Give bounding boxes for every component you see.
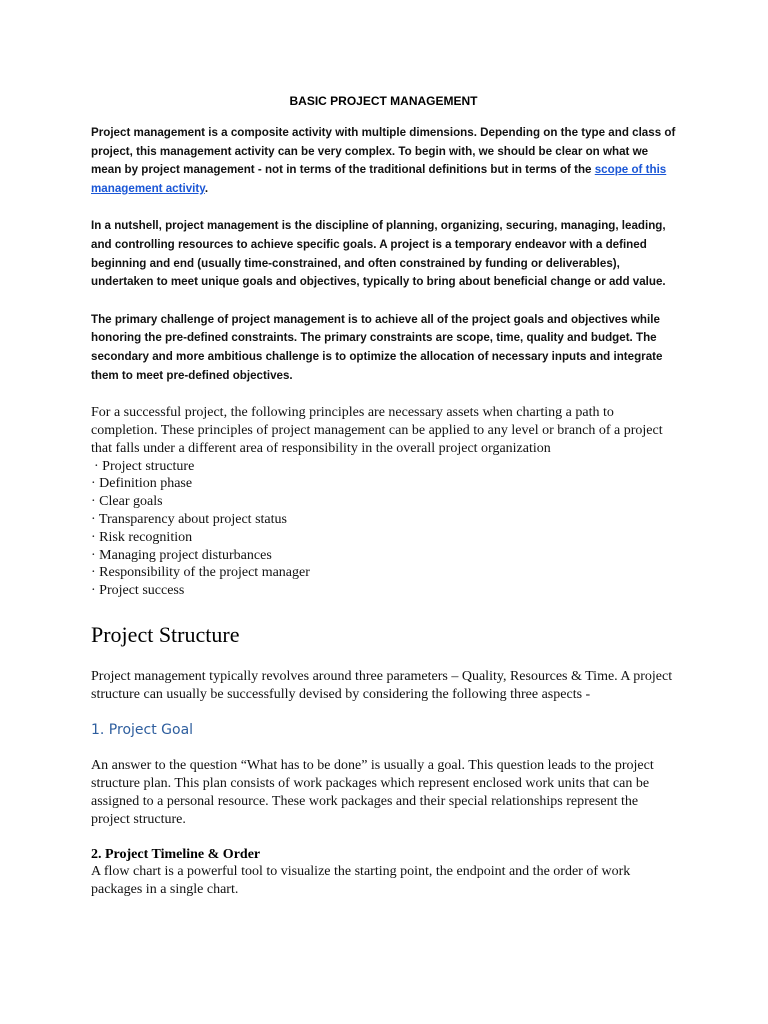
principle-item: · Responsibility of the project manager	[91, 565, 310, 581]
project-timeline-text: A flow chart is a powerful tool to visualize the starting point, the endpoint and the order of work packages in a single chart.	[91, 864, 631, 898]
project-goal-text: An answer to the question “What has to be done” is usually a goal. This question leads to the project structure plan. This plan consists of work packages which represent enclosed work units that can be assigned to a personal resource. These work packages and their special relationships represent the project structure.	[91, 758, 654, 827]
intro-paragraph	[91, 124, 676, 198]
document-title: BASIC PROJECT MANAGEMENT	[289, 94, 478, 108]
principles-list	[91, 458, 676, 600]
intro-text: Project management is a composite activity with multiple dimensions. Depending on the type and class of project, this management activity can be very complex. To begin with, we should be clear on what we mean by project management - not in terms of the traditional definitions but in terms of the	[91, 126, 676, 177]
principles-intro: For a successful project, the following principles are necessary assets when charting a path to completion. These principles of project management can be applied to any level or branch of a project that falls under a different area of responsibility in the overall project organization	[91, 405, 663, 456]
scope-link[interactable]: scope of this management activity	[91, 163, 667, 195]
project-goal-heading: 1. Project Goal	[91, 722, 194, 739]
nutshell-paragraph: In a nutshell, project management is the discipline of planning, organizing, securing, managing, leading, and controlling resources to achieve specific goals. A project is a temporary endeavor with a defined beginning and end (usually time-constrained, and often constrained by funding or deliverables), undertaken to meet unique goals and objectives, typically to bring about beneficial change or add value.	[91, 219, 666, 289]
document-page	[91, 92, 676, 899]
challenge-paragraph: The primary challenge of project management is to achieve all of the project goals and objectives while honoring the pre-defined constraints. The primary constraints are scope, time, quality and budget. The secondary and more ambitious challenge is to optimize the allocation of necessary inputs and integrate them to meet pre-defined objectives.	[91, 312, 663, 382]
project-timeline-heading: 2. Project Timeline & Order	[91, 846, 261, 862]
principle-item: · Risk recognition	[91, 529, 193, 545]
principle-item: · Clear goals	[91, 494, 163, 510]
section-intro: Project management typically revolves around three parameters – Quality, Resources & Time. A project structure can usually be successfully devised by considering the following three aspects -	[91, 668, 673, 702]
principle-item: · Definition phase	[91, 476, 193, 492]
intro-end: .	[204, 181, 209, 195]
principle-item: · Transparency about project status	[91, 511, 287, 527]
section-heading-project-structure: Project Structure	[91, 621, 240, 647]
principle-item: · Project success	[91, 583, 185, 599]
principle-item: · Project structure	[94, 458, 195, 474]
principle-item: · Managing project disturbances	[91, 547, 272, 563]
